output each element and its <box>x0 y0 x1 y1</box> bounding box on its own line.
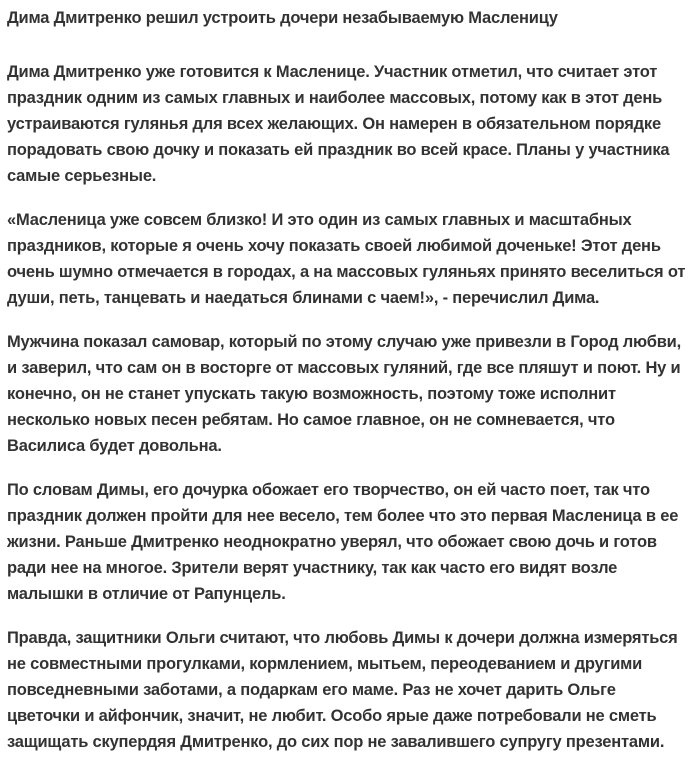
article-paragraph-samovar: Мужчина показал самовар, который по этому случаю уже привезли в Город любви, и заверил, что сам он в восторге от массовых гуляний, где все пляшут и поют. Ну и конечно, он не станет упускать такую возможность, поэтому тоже исполнит несколько новых песен ребятам. Но самое главное, он не сомневается, что Василиса будет довольна. <box>7 333 681 455</box>
article-paragraph-critics: Правда, защитники Ольги считают, что любовь Димы к дочери должна измеряться не совместными прогулками, кормлением, мытьем, переодеванием и другими повседневными заботами, а подаркам его маме. Раз не хочет дарить Ольге цветочки и айфончик, значит, не любит. Особо ярые даже потребовали не сметь защищать скупердяя Дмитренко, до сих пор не завалившего супругу презентами. <box>7 629 678 751</box>
article-title: Дима Дмитренко решил устроить дочери незабываемую Масленицу <box>7 9 558 27</box>
article-paragraph-quote: «Масленица уже совсем близко! И это один из самых главных и масштабных праздников, которые я очень хочу показать своей любимой доченьке! Этот день очень шумно отмечается в городах, а на массовых гуляньях принято веселиться от души, петь, танцевать и наедаться блинами с чаем!», - перечислил Дима. <box>7 211 686 307</box>
article-paragraph-intro: Дима Дмитренко уже готовится к Масленице. Участник отметил, что считает этот праздник одним из самых главных и наиболее массовых, потому как в этот день устраиваются гулянья для всех желающих. Он намерен в обязательном порядке порадовать свою дочку и показать ей праздник во всей красе. Планы у участника самые серьезные. <box>7 63 670 185</box>
article-paragraph-daughter: По словам Димы, его дочурка обожает его творчество, он ей часто поет, так что праздник должен пройти для нее весело, тем более что это первая Масленица в ее жизни. Раньше Дмитренко неоднократно уверял, что обожает свою дочь и готов ради нее на многое. Зрители верят участнику, так как часто его видят возле малышки в отличие от Рапунцель. <box>7 481 679 603</box>
